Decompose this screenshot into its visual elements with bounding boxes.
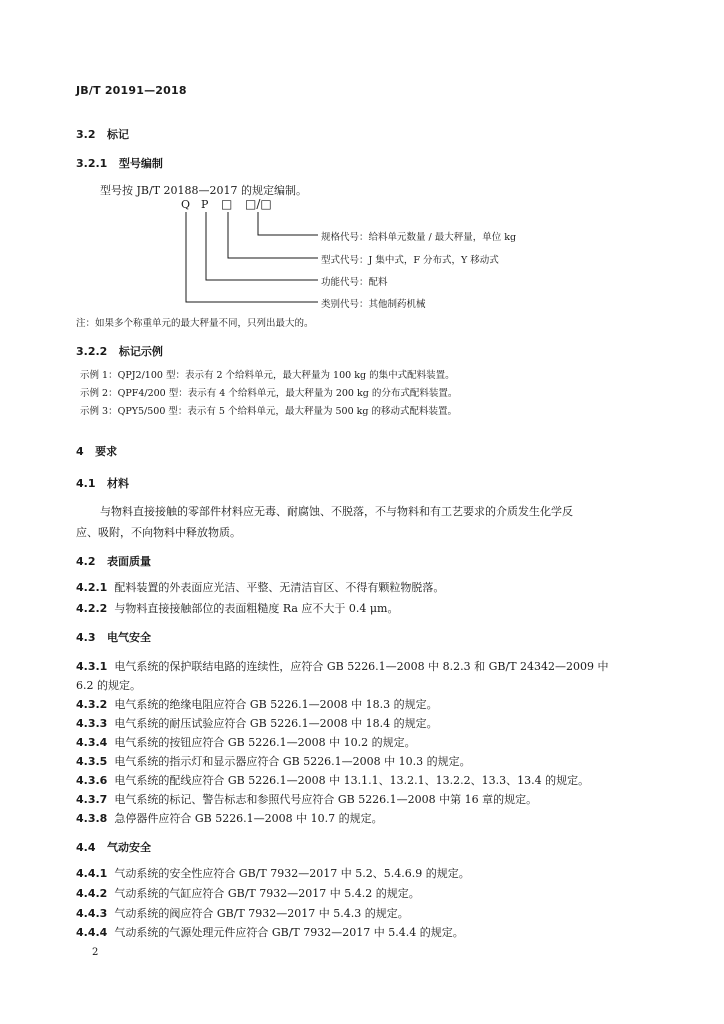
code-letter-q: Q	[181, 198, 191, 211]
clause-4-4-3	[76, 905, 409, 921]
section-number: 3.2	[76, 128, 96, 141]
clause-number: 4.4.4	[76, 926, 108, 939]
section-number: 4.3	[76, 631, 96, 644]
section-title: 表面质量	[107, 555, 151, 568]
function-code-label: 功能代号：配料	[321, 277, 388, 288]
section-title: 标记	[107, 128, 129, 141]
clause-text: 气动系统的安全性应符合 GB/T 7932—2017 中 5.2、5.4.6.9 的规定。	[114, 867, 470, 880]
clause-4-3-7	[76, 791, 537, 807]
clause-text: 配料装置的外表面应光洁、平整、无清洁盲区、不得有颗粒物脱落。	[114, 581, 445, 594]
section-number: 4.1	[76, 477, 96, 490]
clause-text: 气动系统的气源处理元件应符合 GB/T 7932—2017 中 5.4.4 的规定。	[114, 926, 464, 939]
clause-number: 4.2.1	[76, 581, 108, 594]
spec-code-label: 规格代号：给料单元数量 / 最大秤量，单位 kg	[321, 232, 517, 243]
section-title: 材料	[107, 477, 129, 490]
clause-text: 电气系统的标记、警告标志和参照代号应符合 GB 5226.1—2008 中第 16 章的规定。	[114, 793, 538, 806]
type-code-leader	[228, 212, 318, 258]
clause-text: 气动系统的阀应符合 GB/T 7932—2017 中 5.4.3 的规定。	[114, 907, 409, 920]
clause-number: 4.3.7	[76, 793, 108, 806]
section-number: 3.2.2	[76, 345, 108, 358]
clause-4-4-2	[76, 885, 420, 901]
clause-4-2-2	[76, 600, 398, 616]
clause-number: 4.3.6	[76, 774, 108, 787]
section-4-4-heading	[76, 839, 151, 855]
example-item: 示例 2：QPF4/200 型：表示有 4 个给料单元，最大秤量为 200 kg 的分布式配料装置。	[80, 388, 458, 399]
clause-4-3-8	[76, 810, 383, 826]
section-4-2-heading	[76, 553, 151, 569]
code-letter-p: P	[201, 198, 209, 211]
paragraph-line: 与物料直接接触的零部件材料应无毒、耐腐蚀、不脱落，不与物料和有工艺要求的介质发生化学反	[100, 505, 573, 518]
clause-number: 4.2.2	[76, 602, 108, 615]
clause-number: 4.3.1	[76, 660, 108, 673]
clause-4-3-6	[76, 772, 589, 788]
section-title: 电气安全	[107, 631, 151, 644]
section-title: 气动安全	[107, 841, 151, 854]
section-4-1-heading	[76, 475, 129, 491]
clause-number: 4.3.8	[76, 812, 108, 825]
example-item: 示例 3：QPY5/500 型：表示有 5 个给料单元，最大秤量为 500 kg 的移动式配料装置。	[80, 406, 458, 417]
clause-text: 与物料直接接触部位的表面粗糙度 Ra 应不大于 0.4 μm。	[114, 602, 399, 615]
category-code-leader	[186, 212, 318, 302]
clause-4-4-1	[76, 865, 470, 881]
clause-number: 4.4.1	[76, 867, 108, 880]
section-number: 4.2	[76, 555, 96, 568]
clause-number: 4.4.3	[76, 907, 108, 920]
clause-4-3-1-continuation: 6.2 的规定。	[76, 679, 141, 692]
clause-4-2-1	[76, 579, 444, 595]
clause-4-3-3	[76, 715, 438, 731]
section-title: 要求	[95, 445, 118, 458]
clause-number: 4.3.5	[76, 755, 108, 768]
model-intro-text: 型号按 JB/T 20188—2017 的规定编制。	[100, 184, 308, 197]
section-3-2-1-heading	[76, 155, 163, 171]
clause-text: 气动系统的气缸应符合 GB/T 7932—2017 中 5.4.2 的规定。	[114, 887, 420, 900]
clause-number: 4.3.4	[76, 736, 108, 749]
section-3-2-2-heading	[76, 343, 163, 359]
section-number: 3.2.1	[76, 157, 108, 170]
section-4-heading	[76, 443, 117, 459]
clause-number: 4.3.2	[76, 698, 108, 711]
code-box-spec: □/□	[245, 197, 272, 211]
clause-text: 急停器件应符合 GB 5226.1—2008 中 10.7 的规定。	[114, 812, 383, 825]
function-code-leader	[206, 212, 318, 280]
model-note: 注：如果多个称重单元的最大秤量不同，只列出最大的。	[76, 318, 314, 329]
clause-4-3-1	[76, 658, 609, 674]
page-number: 2	[92, 947, 99, 958]
example-item: 示例 1：QPJ2/100 型：表示有 2 个给料单元，最大秤量为 100 kg 的集中式配料装置。	[80, 370, 455, 381]
clause-text: 电气系统的绝缘电阻应符合 GB 5226.1—2008 中 18.3 的规定。	[114, 698, 438, 711]
section-number: 4	[76, 445, 84, 458]
section-title: 标记示例	[118, 345, 163, 358]
category-code-label: 类别代号：其他制药机械	[321, 299, 426, 310]
document-id-header: JB/T 20191—2018	[76, 84, 187, 97]
clause-4-3-5	[76, 753, 471, 769]
clause-text: 电气系统的保护联结电路的连续性，应符合 GB 5226.1—2008 中 8.2.3 和 GB/T 24342—2009 中	[114, 660, 609, 673]
clause-text: 电气系统的耐压试验应符合 GB 5226.1—2008 中 18.4 的规定。	[114, 717, 438, 730]
section-4-3-heading	[76, 629, 151, 645]
section-3-2-heading	[76, 126, 129, 142]
section-number: 4.4	[76, 841, 96, 854]
spec-code-leader	[258, 212, 318, 235]
clause-text: 电气系统的配线应符合 GB 5226.1—2008 中 13.1.1、13.2.1、13.2.2、13.3、13.4 的规定。	[114, 774, 590, 787]
type-code-label: 型式代号：J 集中式，F 分布式，Y 移动式	[321, 255, 499, 266]
clause-4-3-2	[76, 696, 438, 712]
paragraph-line: 应、吸附，不向物料中释放物质。	[76, 526, 241, 539]
clause-number: 4.3.3	[76, 717, 108, 730]
code-box-type: □	[221, 197, 233, 211]
clause-text: 电气系统的指示灯和显示器应符合 GB 5226.1—2008 中 10.3 的规定。	[114, 755, 471, 768]
clause-4-4-4	[76, 924, 464, 940]
clause-number: 4.4.2	[76, 887, 108, 900]
clause-text: 电气系统的按钮应符合 GB 5226.1—2008 中 10.2 的规定。	[114, 736, 416, 749]
clause-4-3-4	[76, 734, 416, 750]
section-title: 型号编制	[118, 157, 163, 170]
